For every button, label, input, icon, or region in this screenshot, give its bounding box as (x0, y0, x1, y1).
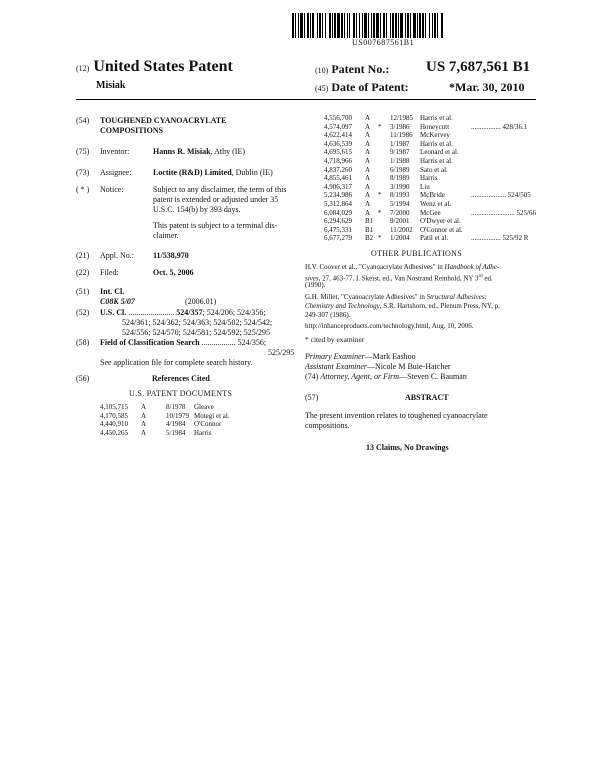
field-search-line (100, 338, 266, 348)
us-cl-line: 524/361; 524/362; 524/363; 524/502; 524/542; (122, 318, 273, 327)
field-search-label: Field of Classification Search (100, 338, 200, 347)
code-58: (58) (76, 338, 90, 347)
patent-date: 11/1986 (390, 131, 413, 140)
patent-date: 9/2001 (390, 217, 410, 226)
publication-3: http://inhanceproducts.com/technology.html, Aug. 10, 2006. (305, 322, 474, 330)
pub-title: Chemistry and Technology (305, 302, 380, 310)
code-51: (51) (76, 287, 90, 296)
patent-date: 11/2002 (390, 225, 413, 234)
title-line-1: TOUGHENED CYANOACRYLATE (100, 116, 227, 125)
patent-date: 7/2000 (390, 208, 410, 217)
patent-date: 8/1978 (166, 403, 186, 411)
int-cl-class: C08K 5/07 (100, 297, 135, 306)
patent-number: 4,556,700 (324, 114, 352, 122)
barcode-number: US007687561B1 (352, 38, 415, 47)
inventor-label: Inventor: (100, 147, 130, 156)
patent-number: 4,718,966 (324, 157, 352, 165)
dot-leader: ....................... (128, 308, 175, 317)
code-54: (54) (76, 116, 90, 125)
patent-number: 6,475,331 (324, 225, 352, 234)
patent-date: 5/1994 (390, 200, 410, 208)
patent-name: O'Connor et al. (420, 225, 463, 234)
appl-label: Appl. No.: (100, 251, 134, 260)
code-56: (56) (76, 374, 90, 383)
barcode-image (292, 13, 498, 38)
field-search-value: 525/295 (268, 348, 295, 357)
patent-number: 4,855,461 (324, 174, 352, 183)
code-73: (73) (76, 168, 90, 177)
pub-title: Structural Adhesives: (426, 293, 487, 301)
cited-marker: * (378, 122, 382, 131)
primary-examiner (305, 352, 416, 362)
notice-line: U.S.C. 154(b) by 393 days. (153, 205, 241, 214)
patent-date: 1/1988 (390, 157, 410, 165)
patent-kind: A (365, 182, 371, 191)
assistant-examiner (305, 362, 451, 372)
patent-kind: A (365, 131, 371, 140)
abstract-text: The present invention relates to toughened cyanoacrylate (305, 411, 488, 420)
patent-type-heading (76, 58, 233, 76)
patent-name: O'Dwyer et al. (420, 217, 461, 226)
code-74: (74) (305, 372, 319, 381)
patent-date: 4/1984 (166, 420, 186, 429)
patent-date: 6/1989 (390, 165, 410, 174)
patent-kind: B1 (365, 217, 374, 226)
publication-2 (305, 293, 487, 302)
abstract-text: compositions. (305, 421, 350, 430)
patent-kind: A (141, 420, 147, 429)
patent-kind: A (141, 411, 147, 420)
assignee-name: Loctite (R&D) Limited (153, 168, 232, 177)
inventor-name: Hanns R. Misiak (153, 147, 211, 156)
cited-marker: * (378, 191, 382, 200)
patent-class: ................. 525/92 R (471, 234, 529, 243)
patent-kind: A (365, 191, 371, 200)
inventor-value (153, 147, 245, 157)
abstract-heading: ABSTRACT (405, 393, 449, 402)
pub-title: sives (305, 274, 319, 283)
patent-name: Harris (420, 174, 438, 183)
date-label: Date of Patent: (331, 80, 409, 94)
int-cl-year: (2006.01) (185, 297, 217, 306)
patent-date: 3/1986 (390, 122, 410, 131)
us-cl-rest: ; 524/206; 524/356; (202, 308, 266, 317)
us-cl-line: 524/556; 524/570; 524/581; 524/592; 525/295 (122, 328, 271, 337)
patent-name: Honeycutt (420, 122, 450, 131)
header-rule (76, 99, 536, 100)
us-patent-documents-heading: U.S. PATENT DOCUMENTS (129, 389, 233, 398)
patent-name: McGee (420, 208, 441, 217)
code-22: (22) (76, 268, 90, 277)
int-cl-label: Int. Cl. (100, 287, 125, 296)
patent-name: Harris et al. (420, 157, 453, 165)
patent-class: ......................... 525/66 (471, 208, 536, 217)
patent-date: 3/1990 (390, 182, 410, 191)
dot-leader: ................. (201, 338, 236, 347)
patent-number: 4,622,414 (324, 131, 352, 140)
primary-examiner-label: Primary Examiner (305, 352, 365, 361)
code-21: (21) (76, 251, 90, 260)
filed-date: Oct. 5, 2006 (153, 268, 194, 277)
title-line-2: COMPOSITIONS (100, 126, 164, 135)
patent-name: Harris et al. (420, 114, 453, 122)
cited-marker: * (378, 208, 382, 217)
patent-kind: B1 (365, 225, 374, 234)
patent-number: 4,105,715 (100, 403, 128, 411)
pub-text: H.V. Coover et al., "Cyanoacrylate Adhesives" in (305, 263, 445, 271)
attorney (305, 372, 467, 382)
patent-name: Liu (420, 182, 430, 191)
code-45: (45) (315, 84, 329, 93)
patent-name: Wenz et al. (420, 200, 452, 208)
code-75: (75) (76, 147, 90, 156)
notice-line: patent is extended or adjusted under 35 (153, 195, 279, 204)
pub-text: G.H. Millet, "Cyanoacrylate Adhesives" in (305, 293, 427, 301)
patent-number-value: US 7,687,561 B1 (426, 59, 531, 75)
us-cl-main: 524/357 (176, 308, 203, 317)
publication-2-line3: 249-307 (1986). (305, 311, 351, 319)
publication-1-line2 (305, 272, 493, 283)
patent-class: ................. 428/36.1 (471, 122, 528, 131)
filed-label: Filed: (100, 268, 119, 277)
primary-examiner-name: —Mark Eashoo (364, 352, 416, 361)
patent-date: 12/1985 (390, 114, 413, 122)
patent-name: Harris et al. (420, 139, 453, 148)
pub-text: , S.R. Hartshorn, ed., Plenum Press, NY, p. (379, 302, 500, 310)
terminal-disclaimer-line: claimer. (153, 231, 179, 240)
patent-name: Leonard et al. (420, 148, 459, 157)
patent-number: 4,837,260 (324, 165, 352, 174)
patent-kind: A (365, 122, 371, 131)
patent-type-title: United States Patent (93, 58, 233, 75)
patent-class: .................... 524/505 (471, 191, 531, 200)
patent-kind: A (365, 139, 371, 148)
patent-number: 6,294,629 (324, 217, 352, 226)
pub-text: ed. (482, 274, 493, 283)
patent-date: 5/1984 (166, 428, 186, 437)
code-10: (10) (315, 66, 329, 75)
field-search-value: 524/356; (237, 338, 267, 347)
patent-number: 4,906,317 (324, 182, 352, 191)
patent-name: Harris (194, 428, 212, 437)
appl-number: 11/538,970 (153, 251, 189, 260)
patent-name: Sato et al. (420, 165, 448, 174)
assistant-examiner-label: Assistant Examiner (305, 362, 367, 371)
publication-1 (305, 263, 499, 272)
patent-kind: A (365, 200, 371, 208)
patent-number-label: Patent No.: (331, 62, 390, 76)
patent-date: 8/1989 (390, 174, 410, 183)
patent-number: 5,312,864 (324, 200, 352, 208)
cited-marker: * (378, 234, 382, 243)
patent-name: Patil et al. (420, 234, 449, 243)
patent-number: 6,084,029 (324, 208, 352, 217)
patent-kind: A (365, 157, 371, 165)
inventor-place: , Athy (IE) (210, 147, 246, 156)
patent-kind: A (365, 174, 371, 183)
patent-date: 8/1993 (390, 191, 410, 200)
pub-text: , 27, 463-77, I. Skeist, ed., Van Nostrand Reinhold, NY 3 (318, 274, 479, 283)
terminal-disclaimer-line: This patent is subject to a terminal dis- (153, 221, 278, 230)
patent-number: 4,450,265 (100, 428, 128, 437)
patent-kind: A (365, 114, 371, 122)
patent-name: McKervey (420, 131, 450, 140)
attorney-label: Attorney, Agent, or Firm (320, 372, 400, 381)
cited-by-examiner-note: * cited by examiner (305, 335, 365, 344)
patent-number: 4,574,097 (324, 122, 352, 131)
pub-sup: rd (478, 274, 483, 279)
claims-summary: 13 Claims, No Drawings (366, 443, 449, 452)
patent-kind: A (365, 208, 371, 217)
patent-date: 10/1979 (166, 411, 189, 420)
code-12: (12) (76, 64, 90, 73)
us-cl-line (100, 308, 266, 318)
assistant-examiner-name: —Nicole M Buie-Hatcher (367, 362, 451, 371)
patent-kind: A (365, 148, 371, 157)
patent-number-row (315, 62, 389, 77)
publication-1-line3: (1990). (305, 281, 326, 289)
attorney-name: —Steven C. Bauman (399, 372, 467, 381)
date-value: *Mar. 30, 2010 (449, 80, 525, 94)
patent-kind: A (141, 403, 147, 411)
code-notice: ( * ) (76, 185, 90, 194)
patent-name: Gleave (194, 403, 214, 411)
patent-name: Motegi et al. (194, 411, 230, 420)
inventor-surname: Misiak (96, 80, 126, 91)
patent-date: 1/2004 (390, 234, 410, 243)
patent-number: 4,695,615 (324, 148, 352, 157)
pub-title: Handbook of Adhe- (444, 263, 500, 271)
patent-number: 4,170,585 (100, 411, 128, 420)
see-application-note: See application file for complete search history. (100, 358, 253, 367)
patent-name: O'Connor (194, 420, 222, 429)
date-row (315, 80, 409, 95)
patent-number: 4,440,910 (100, 420, 128, 429)
patent-number: 5,234,986 (324, 191, 352, 200)
notice-line: Subject to any disclaimer, the term of this (153, 185, 287, 194)
assignee-value (153, 168, 273, 178)
other-publications-heading: OTHER PUBLICATIONS (371, 249, 462, 258)
patent-kind: A (365, 165, 371, 174)
patent-date: 1/1987 (390, 139, 410, 148)
patent-number: 6,677,279 (324, 234, 352, 243)
us-cl-label: U.S. Cl. (100, 308, 127, 317)
patent-date: 9/1987 (390, 148, 410, 157)
notice-label: Notice: (100, 185, 124, 194)
code-52: (52) (76, 308, 90, 317)
patent-name: McBride (420, 191, 445, 200)
references-cited-heading: References Cited (152, 374, 210, 383)
barcode-bar (443, 13, 444, 38)
publication-2-line2 (305, 302, 500, 311)
assignee-place: , Dublin (IE) (231, 168, 273, 177)
assignee-label: Assignee: (100, 168, 132, 177)
patent-kind: B2 (365, 234, 374, 243)
patent-number: 4,636,539 (324, 139, 352, 148)
code-57: (57) (305, 393, 319, 402)
patent-kind: A (141, 428, 147, 437)
